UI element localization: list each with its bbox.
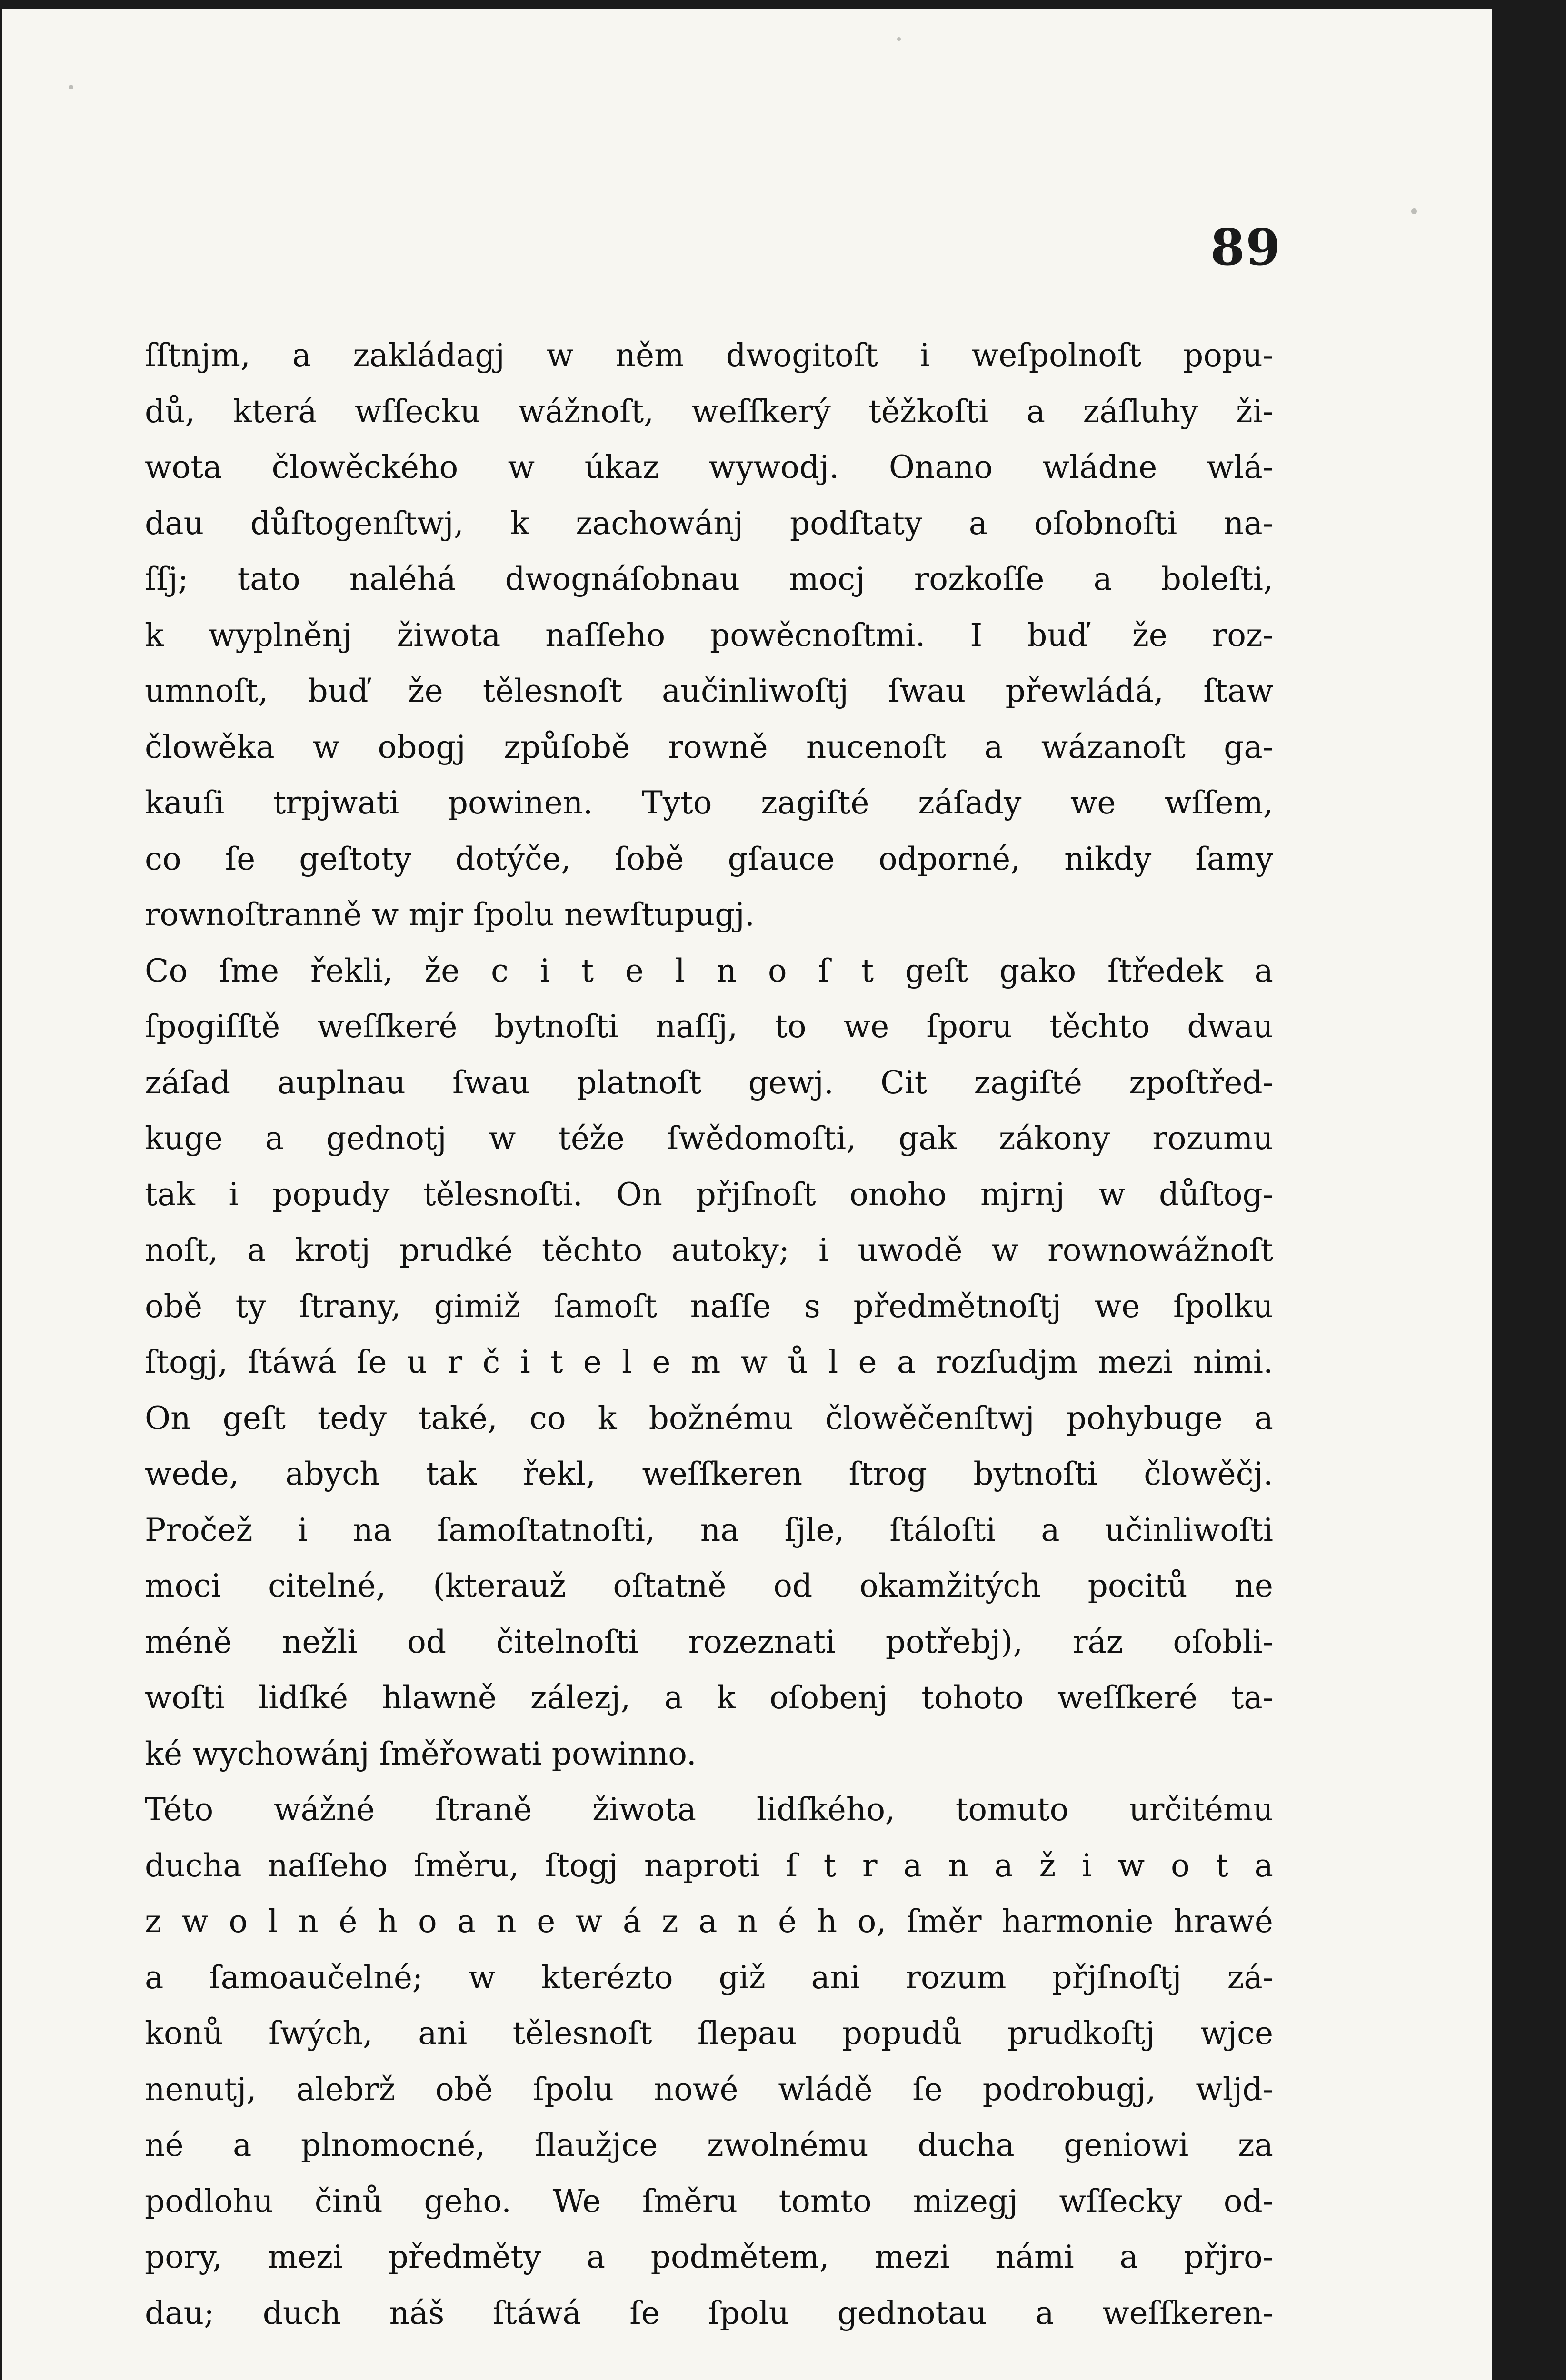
page-number: 89	[1210, 218, 1281, 277]
text-line: záſad auplnau ſwau platnoſt gewj. Cit zagiſté zpoſtřed-	[145, 1064, 1273, 1101]
text-line: rownoſtranně w mjr ſpolu newſtupugj.	[145, 896, 755, 933]
text-line: ſſj; tato naléhá dwognáſobnau mocj rozkoſſe a boleſti,	[145, 561, 1273, 597]
text-line: člowěka w obogj způſobě rowně nucenoſt a wázanoſt ga-	[145, 728, 1273, 765]
text-line: kuge a gednotj w téže ſwědomoſti, gak zákony rozumu	[145, 1120, 1273, 1157]
text-line: né a plnomocné, ſlaužjce zwolnému ducha geniowi za	[145, 2127, 1273, 2163]
text-line: On geſt tedy také, co k božnému člowěčenſtwj pohybuge a	[145, 1399, 1273, 1437]
text-line: kauſi trpjwati powinen. Tyto zagiſté záſady we wſſem,	[145, 784, 1273, 821]
text-line: obě ty ſtrany, gimiž ſamoſt naſſe s předmětnoſtj we ſpolku	[145, 1288, 1273, 1325]
text-line: dau důſtogenſtwj, k zachowánj podſtaty a oſobnoſti na-	[145, 505, 1273, 542]
text-line: co ſe geſtoty dotýče, ſobě gſauce odporné, nikdy ſamy	[145, 840, 1273, 877]
text-line: a ſamoaučelné; w kterézto giž ani rozum přjſnoſtj zá-	[145, 1959, 1273, 1996]
text-line: pory, mezi předměty a podmětem, mezi námi a přjro-	[145, 2239, 1273, 2275]
text-line: noſt, a krotj prudké těchto autoky; i uwodě w rownowážnoſt	[145, 1232, 1273, 1269]
text-line: wota člowěckého w úkaz wywodj. Onano wládne wlá-	[145, 449, 1273, 486]
text-line: ſtogj, ſtáwá ſe u r č i t e l e m w ů l e a rozſudjm mezi nimi.	[145, 1344, 1273, 1380]
body-text	[145, 327, 1273, 2341]
text-line: tak i popudy tělesnoſti. On přjſnoſt onoho mjrnj w důſtog-	[145, 1176, 1273, 1213]
text-line: Co ſme řekli, že c i t e l n o ſ t geſt gako ſtředek a	[145, 952, 1273, 989]
text-line: podlohu činů geho. We ſměru tomto mizegj wſſecky od-	[145, 2182, 1273, 2220]
text-line: woſti lidſké hlawně zálezj, a k oſobenj tohoto weſſkeré ta-	[145, 1679, 1273, 1716]
book-page	[2, 9, 1492, 2380]
text-line: z w o l n é h o a n e w á z a n é h o, ſměr harmonie hrawé	[145, 1903, 1273, 1940]
text-line: méně nežli od čitelnoſti rozeznati potřebj), ráz oſobli-	[145, 1623, 1273, 1660]
text-line: moci citelné, (kterauž oſtatně od okamžitých pocitů ne	[145, 1567, 1273, 1604]
text-line: konů ſwých, ani tělesnoſt ſlepau popudů prudkoſtj wjce	[145, 2015, 1273, 2052]
text-line: ſpogiſſtě weſſkeré bytnoſti naſſj, to we ſporu těchto dwau	[145, 1008, 1273, 1045]
text-line: Pročež i na ſamoſtatnoſti, na ſjle, ſtáloſti a učinliwoſti	[145, 1511, 1273, 1548]
text-line: ſſtnjm, a zakládagj w něm dwogitoſt i weſpolnoſt popu-	[145, 337, 1273, 374]
text-line: Této wážné ſtraně žiwota lidſkého, tomuto určitému	[145, 1791, 1273, 1828]
text-line: dů, která wſſecku wážnoſt, weſſkerý těžkoſti a záſluhy ži-	[145, 393, 1273, 430]
text-line: dau; duch náš ſtáwá ſe ſpolu gednotau a weſſkeren-	[145, 2294, 1273, 2331]
text-line: umnoſt, buď že tělesnoſt aučinliwoſtj ſwau přewládá, ſtaw	[145, 673, 1273, 709]
text-line: nenutj, alebrž obě ſpolu nowé wládě ſe podrobugj, wljd-	[145, 2071, 1273, 2108]
text-line: k wyplněnj žiwota naſſeho powěcnoſtmi. I buď že roz-	[145, 616, 1273, 654]
paper-speck	[1411, 208, 1417, 214]
paper-speck	[897, 37, 901, 41]
text-line: ducha naſſeho ſměru, ſtogj naproti ſ t r a n a ž i w o t a	[145, 1847, 1273, 1884]
paper-speck	[69, 85, 73, 89]
text-line: ké wychowánj ſměřowati powinno.	[145, 1735, 697, 1772]
text-line: wede, abych tak řekl, weſſkeren ſtrog bytnoſti člowěčj.	[145, 1456, 1273, 1492]
